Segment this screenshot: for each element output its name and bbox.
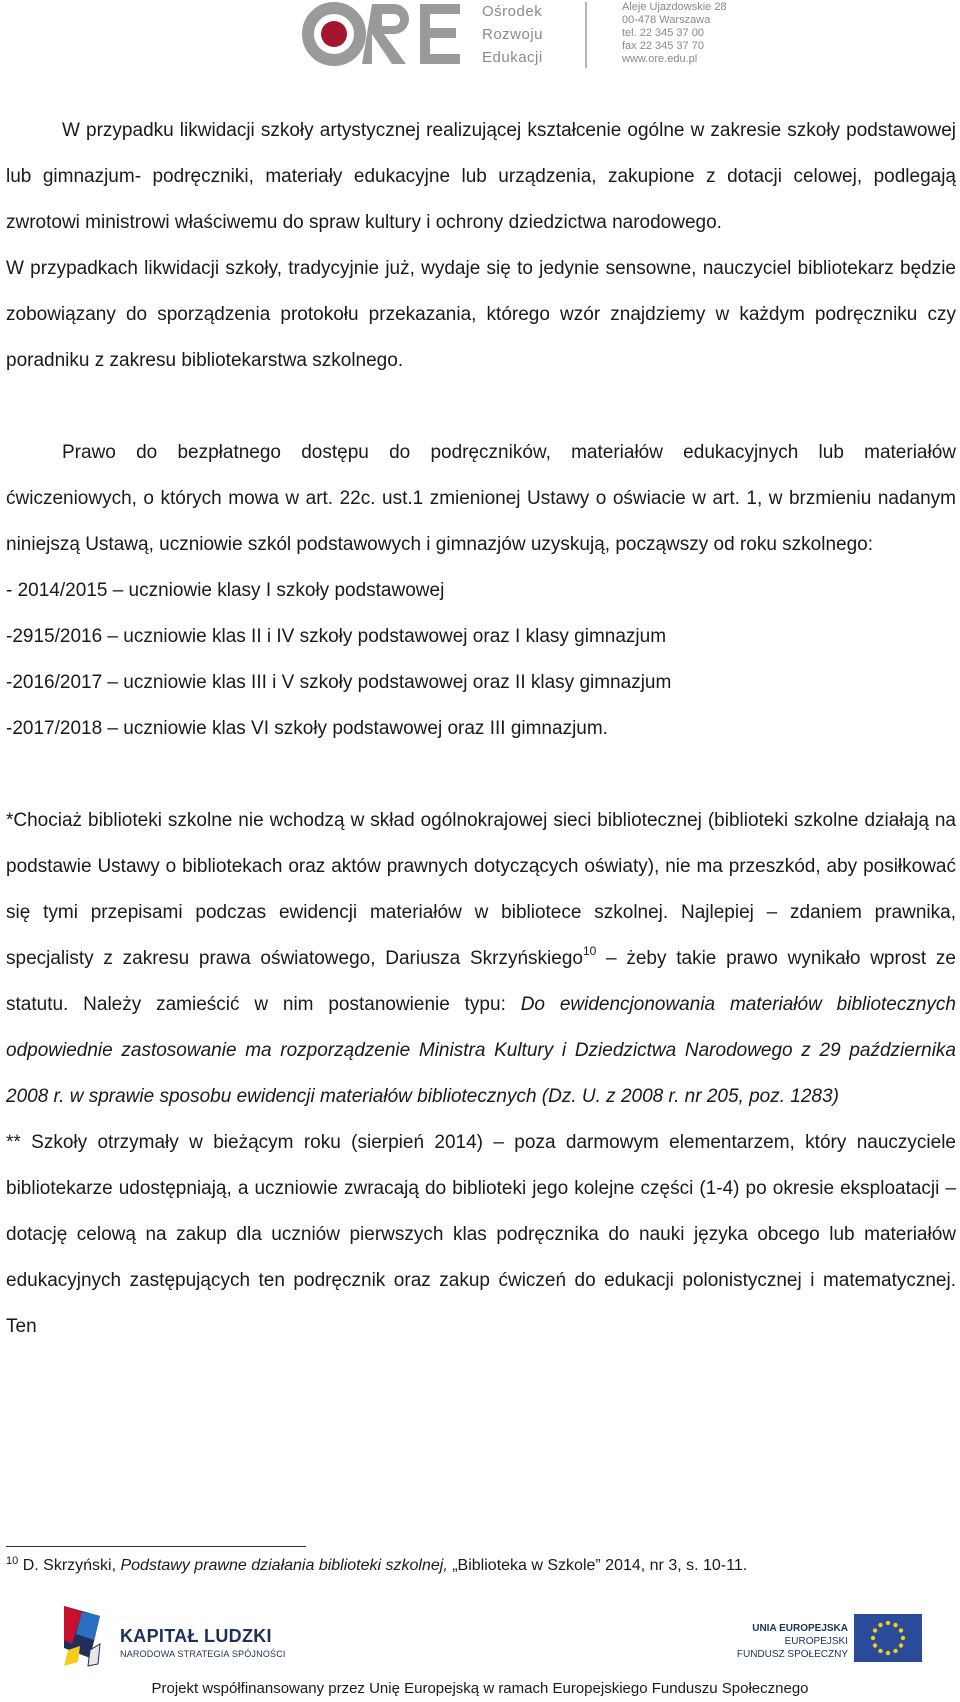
ore-address — [622, 1, 752, 66]
list-item: - 2014/2015 – uczniowie klasy I szkoły podstawowej — [6, 580, 445, 601]
document-body — [6, 108, 956, 1350]
ore-logo-mark — [300, 0, 480, 72]
address-line-3: tel. 22 345 37 00 — [622, 27, 704, 39]
eu-star-icon — [878, 1649, 882, 1653]
eu-star-icon — [899, 1643, 903, 1647]
note-text-b: – żeby takie prawo wynikało wprost ze statutu. Należy zamieścić w nim postanowienie typu: — [6, 948, 956, 1015]
paragraph-free-access: Prawo do bezpłatnego dostępu do podręczników, materiałów edukacyjnych lub materiałów ćwiczeniowych, o których mowa w art. 22c. ust.1 zmienionej Ustawy o oświacie w art. 1, w brzmieniu nadanym niniejszą Ustawą, uczniowie szkól podstawowych i gimnazjów uzyskują, począwszy od roku szkolnego: — [6, 442, 956, 555]
address-line-4: fax 22 345 37 70 — [622, 40, 704, 52]
paragraph-liquidation: W przypadkach likwidacji szkoły, tradycyjnie już, wydaje się to jedynie sensowne, nauczyciel bibliotekarz będzie zobowiązany do sporządzenia protokołu przekazania, którego wzór znajdziemy w każdym podręczniku czy poradniku z zakresu bibliotekarstwa szkolnego. — [6, 258, 956, 371]
eu-star-icon — [871, 1636, 875, 1640]
eu-flag-icon — [854, 1614, 922, 1662]
kapital-ludzki-mark — [60, 1600, 116, 1670]
eu-star-icon — [878, 1623, 882, 1627]
eu-star-icon — [886, 1651, 890, 1655]
note-quoted-provision: Do ewidencjonowania materiałów bibliotecznych odpowiednie zastosowanie ma rozporządzenie Ministra Kultury i Dziedzictwa Narodowego z 29 października 2008 r. w sprawie sposobu ewidencji materiałów bibliotecznych (Dz. U. z 2008 r. nr 205, poz. 1283) — [6, 994, 956, 1107]
list-item: -2915/2016 – uczniowie klas II i IV szkoły podstawowej oraz I klasy gimnazjum — [6, 626, 667, 647]
eu-star-icon — [893, 1649, 897, 1653]
note-text-a: *Chociaż biblioteki szkolne nie wchodzą w skład ogólnokrajowej sieci bibliotecznej (biblioteki szkolne działają na podstawie Ustawy o bibliotekach oraz aktów prawnych dotyczących oświaty), nie ma przeszkód, aby posiłkować się tymi przepisami podczas ewidencji materiałów w bibliotece szkolnej. Najlepiej – zdaniem prawnika, specjalisty z zakresu prawa oświatowego, Dariusza Skrzyńskiego — [6, 810, 956, 969]
eu-star-icon — [873, 1643, 877, 1647]
address-line-5: www.ore.edu.pl — [622, 53, 698, 65]
footnote-author: D. Skrzyński, — [18, 1557, 121, 1574]
eu-star-icon — [886, 1621, 890, 1625]
paragraph-art-school: W przypadku likwidacji szkoły artystycznej realizującej kształcenie ogólne w zakresie szkoły podstawowej lub gimnazjum- podręczniki, materiały edukacyjne lub urządzenia, zakupione z dotacji celowej, podlegają zwrotowi ministrowi właściwemu do spraw kultury i ochrony dziedzictwa narodowego. — [6, 120, 956, 233]
eu-logo-text — [698, 1622, 848, 1661]
footnote-number: 10 — [6, 1555, 19, 1567]
eu-line-1: UNIA EUROPEJSKA — [752, 1623, 848, 1634]
page-header — [0, 0, 960, 78]
org-name-line-3: Edukacji — [482, 49, 543, 66]
address-line-1: Aleje Ujazdowskie 28 — [622, 1, 727, 13]
paragraph-note-libraries — [6, 798, 956, 1120]
eu-star-icon — [873, 1628, 877, 1632]
paragraph-note-subsidy: ** Szkoły otrzymały w bieżącym roku (sierpień 2014) – poza darmowym elementarzem, który nauczyciele bibliotekarze udostępniają, a uczniowie zwracają do biblioteki jego kolejne części (1-4) po okresie eksploatacji – dotację celową na zakup dla uczniów pierwszych klas podręcznika do nauki języka obcego lub materiałów edukacyjnych zastępujących ten podręcznik oraz zakup ćwiczeń do edukacji polonistycznej i matematycznej. Ten — [6, 1132, 956, 1337]
kapital-ludzki-subtitle: NARODOWA STRATEGIA SPÓJNOŚCI — [120, 1649, 286, 1659]
ore-org-name — [482, 0, 572, 69]
kapital-ludzki-title: KAPITAŁ LUDZKI — [120, 1626, 272, 1646]
footnote-separator — [6, 1546, 306, 1547]
eu-star-icon — [893, 1623, 897, 1627]
eu-star-icon — [901, 1636, 905, 1640]
footnote-reference: 10 — [582, 944, 597, 958]
list-item: -2017/2018 – uczniowie klas VI szkoły podstawowej oraz III gimnazjum. — [6, 718, 608, 739]
eu-line-2: EUROPEJSKI — [784, 1636, 848, 1647]
org-name-line-2: Rozwoju — [482, 26, 544, 43]
org-name-line-1: Ośrodek — [482, 3, 543, 20]
kapital-ludzki-logo — [60, 1600, 320, 1670]
footnote-source: „Biblioteka w Szkole” 2014, nr 3, s. 10-11. — [447, 1557, 748, 1574]
footnote — [6, 1554, 956, 1578]
ore-logo — [300, 0, 580, 72]
address-line-2: 00-478 Warszawa — [622, 14, 711, 26]
footnote-title: Podstawy prawne działania biblioteki szkolnej, — [120, 1557, 448, 1574]
project-cofinancing-note: Projekt współfinansowany przez Unię Europejską w ramach Europejskiego Funduszu Społecznego — [151, 1680, 809, 1697]
eu-line-3: FUNDUSZ SPOŁECZNY — [736, 1649, 848, 1660]
list-item: -2016/2017 – uczniowie klas III i V szkoły podstawowej oraz II klasy gimnazjum — [6, 672, 672, 693]
header-divider — [585, 2, 587, 68]
eu-logo — [698, 1614, 948, 1674]
school-year-list — [6, 568, 956, 752]
eu-star-icon — [899, 1628, 903, 1632]
